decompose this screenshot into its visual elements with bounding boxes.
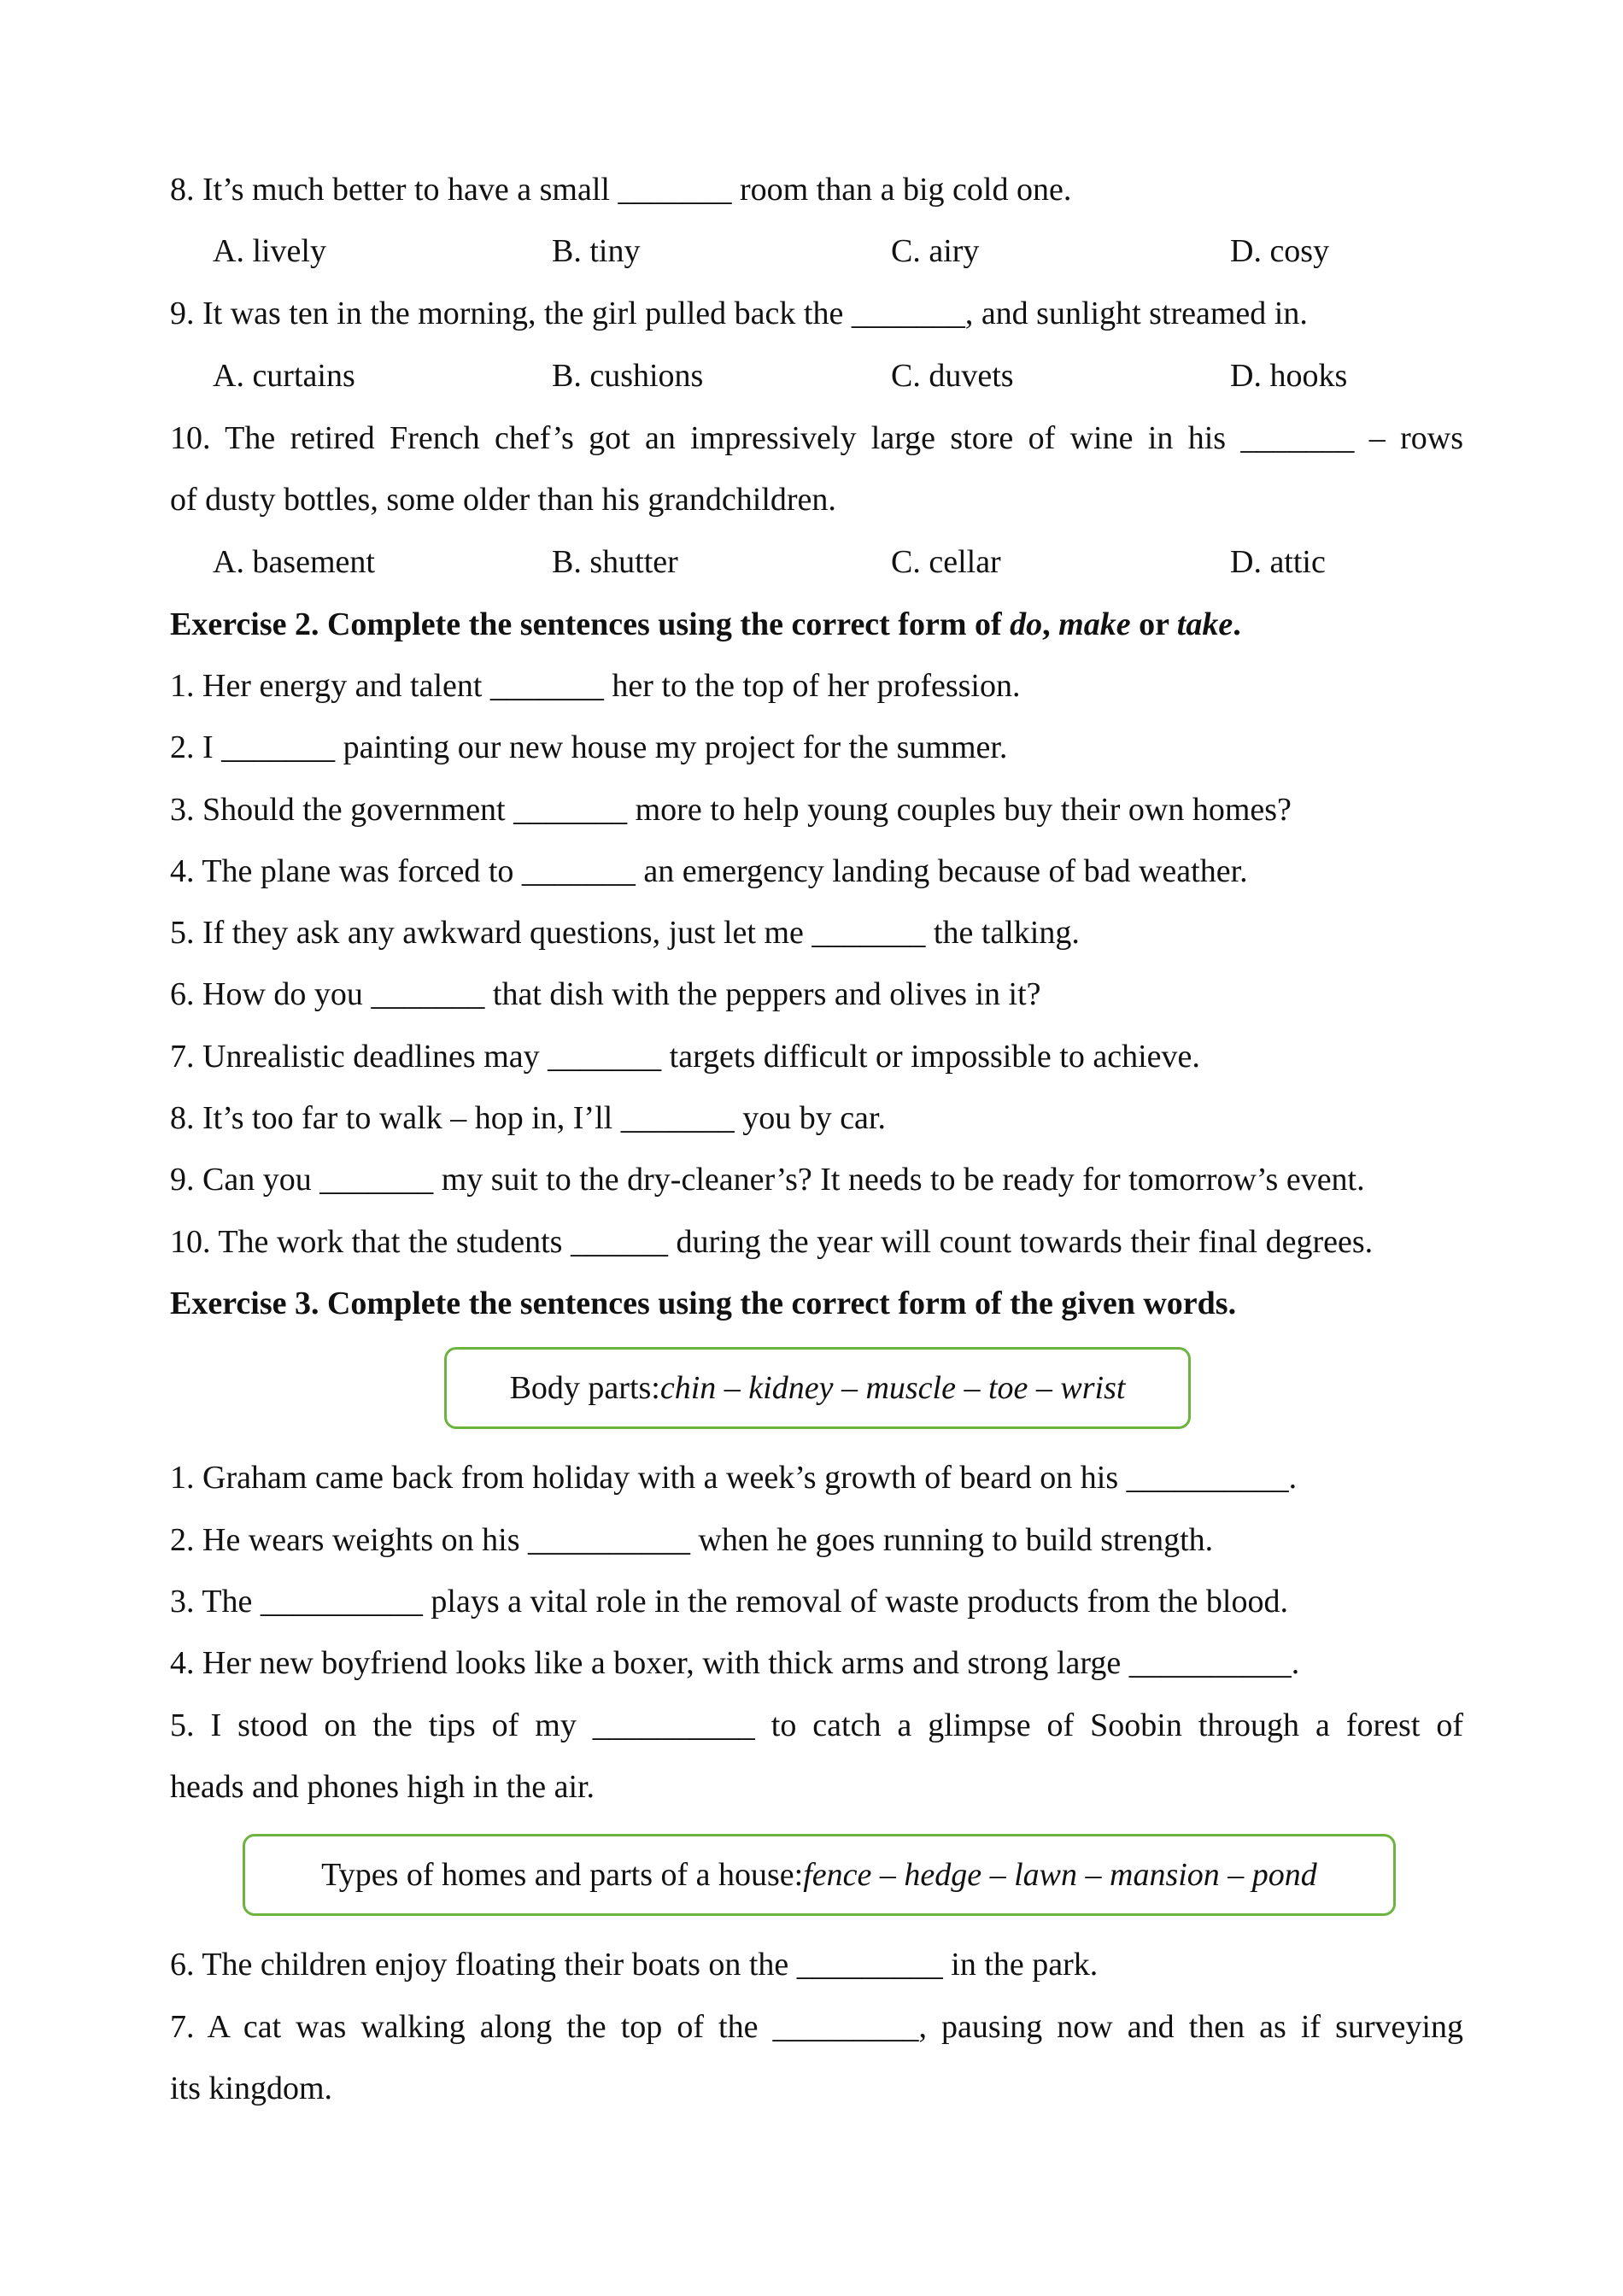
ex1-question-8: 8. It’s much better to have a small _______ room than a big cold one. (170, 172, 1072, 208)
sep-or: or (1130, 606, 1177, 642)
word-box-body-parts (444, 1347, 1191, 1429)
heading-end: . (1233, 606, 1241, 642)
word-take: take (1176, 606, 1233, 642)
exercise-2-heading (170, 606, 1241, 643)
ex1-question-10-line2: of dusty bottles, some older than his grandchildren. (170, 482, 836, 518)
ex3-item-5-line2: heads and phones high in the air. (170, 1769, 595, 1805)
ex1-q8-option-b: B. tiny (552, 233, 641, 269)
ex1-q10-option-b: B. shutter (552, 544, 678, 580)
ex2-item-1: 1. Her energy and talent _______ her to the top of her profession. (170, 668, 1021, 704)
ex2-item-4: 4. The plane was forced to _______ an emergency landing because of bad weather. (170, 853, 1248, 889)
ex1-q9-option-d: D. hooks (1230, 358, 1348, 394)
ex2-item-2: 2. I _______ painting our new house my project for the summer. (170, 729, 1008, 765)
ex2-item-7: 7. Unrealistic deadlines may _______ targets difficult or impossible to achieve. (170, 1039, 1200, 1075)
ex3-item-7-line2: its kingdom. (170, 2070, 333, 2106)
ex3-item-3: 3. The __________ plays a vital role in the removal of waste products from the blood. (170, 1584, 1288, 1620)
word-box-words: fence – hedge – lawn – mansion – pond (803, 1857, 1317, 1893)
word-do: do (1010, 606, 1043, 642)
ex2-item-10: 10. The work that the students ______ during the year will count towards their final degrees. (170, 1224, 1374, 1260)
ex1-q10-option-c: C. cellar (891, 544, 1001, 580)
sep-comma: , (1042, 606, 1059, 642)
ex1-question-10-line1: 10. The retired French chef’s got an impressively large store of wine in his _______ – rows (170, 420, 1463, 456)
ex2-item-5: 5. If they ask any awkward questions, just let me _______ the talking. (170, 915, 1080, 951)
word-box-homes (243, 1834, 1396, 1916)
ex3-item-4: 4. Her new boyfriend looks like a boxer, with thick arms and strong large __________. (170, 1645, 1300, 1681)
exercise-3-heading: Exercise 3. Complete the sentences using the correct form of the given words. (170, 1286, 1237, 1321)
exercise-2-heading-text: Exercise 2. Complete the sentences using the correct form of (170, 606, 1011, 642)
ex2-item-8: 8. It’s too far to walk – hop in, I’ll _______ you by car. (170, 1100, 886, 1136)
word-make: make (1058, 606, 1131, 642)
ex2-item-6: 6. How do you _______ that dish with the peppers and olives in it? (170, 976, 1041, 1012)
ex2-item-3: 3. Should the government _______ more to help young couples buy their own homes? (170, 792, 1292, 828)
ex1-q9-option-a: A. curtains (213, 358, 355, 394)
ex3-item-7-line1: 7. A cat was walking along the top of the _________, pausing now and then as if surveying (170, 2009, 1463, 2045)
ex1-q8-option-d: D. cosy (1230, 233, 1330, 269)
ex1-q10-option-a: A. basement (213, 544, 375, 580)
word-box-label: Types of homes and parts of a house: (321, 1857, 804, 1893)
ex1-q8-option-c: C. airy (891, 233, 980, 269)
ex1-q9-option-b: B. cushions (552, 358, 704, 394)
ex1-q9-option-c: C. duvets (891, 358, 1014, 394)
ex1-question-9: 9. It was ten in the morning, the girl pulled back the _______, and sunlight streamed in. (170, 296, 1308, 331)
ex2-item-9: 9. Can you _______ my suit to the dry-cleaner’s? It needs to be ready for tomorrow’s event. (170, 1162, 1365, 1198)
ex3-item-6: 6. The children enjoy floating their boats on the _________ in the park. (170, 1947, 1099, 1983)
ex3-item-2: 2. He wears weights on his __________ when he goes running to build strength. (170, 1522, 1214, 1558)
word-box-words: chin – kidney – muscle – toe – wrist (659, 1370, 1126, 1406)
ex1-q8-option-a: A. lively (213, 233, 326, 269)
ex1-q10-option-d: D. attic (1230, 544, 1326, 580)
ex3-item-5-line1: 5. I stood on the tips of my __________ to catch a glimpse of Soobin through a forest of (170, 1707, 1463, 1743)
word-box-label: Body parts: (509, 1370, 660, 1406)
ex3-item-1: 1. Graham came back from holiday with a week’s growth of beard on his __________. (170, 1460, 1298, 1496)
